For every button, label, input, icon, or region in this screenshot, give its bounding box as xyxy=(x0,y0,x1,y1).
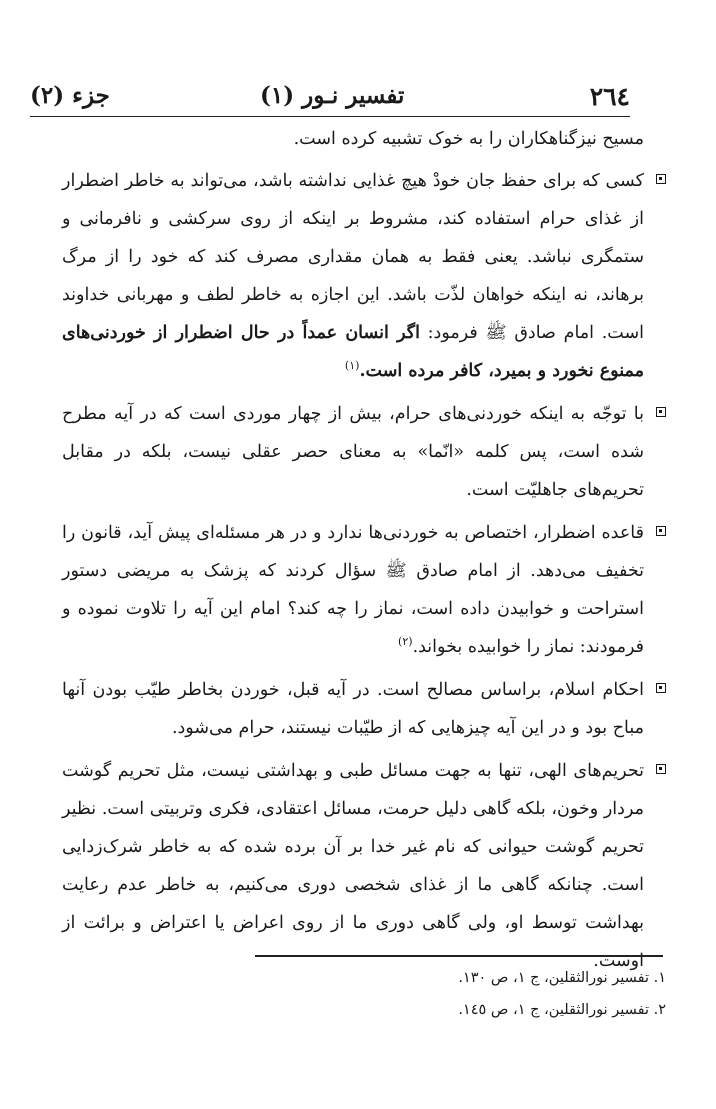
paragraph-5 xyxy=(62,752,666,980)
footnote-divider xyxy=(255,955,663,957)
page-header xyxy=(30,76,630,117)
paragraph-4 xyxy=(62,671,666,747)
paragraph-5-text: تحریم‌های الهی، تنها به جهت مسائل طبی و بهداشتی نیست، مثل تحریم گوشت مردار وخون، بلکه گاهی دلیل حرمت، مسائل اعتقادی، فکری وتربیتی است. نظیر تحریم گوشت حیوانی که نام غیر خدا بر آن برده شده که به خاطر شرک‌زدایی است. چنانکه گاهی ما از غذای شخصی دوری می‌کنیم، به خاطر عدم رعایت بهداشت توسط او، ولی گاهی دوری ما از روی اعراض یا اعتراض و برائت از اوست. xyxy=(62,761,644,971)
paragraph-1-text: کسی که برای حفظ جان خودْ هیچ غذایی نداشته باشد، می‌تواند به خاطر اضطرار از غذای حرام استفاده کند، مشروط بر اینکه از روی سرکشی و نافرمانی و ستمگری نباشد. یعنی فقط به همان مقداری مصرف کند که خود را از مرگ برهاند، نه اینکه خواهان لذّت باشد. این اجازه به خاطر لطف و مهربانی خداوند است. امام صادق ﷺ فرمود: xyxy=(62,171,644,343)
square-bullet-icon xyxy=(656,683,666,693)
paragraph-1 xyxy=(62,162,666,390)
footnote-2: ۲. تفسیر نورالثقلین، ج ۱، ص ۱٤٥. xyxy=(458,1002,666,1018)
square-bullet-icon xyxy=(656,764,666,774)
main-text xyxy=(62,120,666,985)
paragraph-4-text: احکام اسلام، براساس مصالح است. در آیه قبل، خوردن بخاطر طیّب بودن آنها مباح بود و در این آیه چیزهایی که از طیّبات نیستند، حرام می‌شود. xyxy=(62,680,644,738)
paragraph-1-quote: اگر انسان عمداً در حال اضطرار از خوردنی‌های ممنوع نخورد و بمیرد، کافر مرده است. xyxy=(62,323,644,381)
paragraph-2-text: با توجّه به اینکه خوردنی‌های حرام، بیش از چهار موردی است که در آیه مطرح شده است، پس کلمه «انّما» به معنای حصر عقلی نیست، بلکه در مقابل تحریم‌های جاهلیّت است. xyxy=(62,404,644,500)
footnote-ref-1: (۱) xyxy=(344,359,360,373)
square-bullet-icon xyxy=(656,174,666,184)
book-title: تفسیر نـور (۱) xyxy=(260,82,405,109)
footnotes xyxy=(62,962,666,1026)
square-bullet-icon xyxy=(656,407,666,417)
paragraph-3 xyxy=(62,514,666,666)
footnote-1: ۱. تفسیر نورالثقلین، ج ۱، ص ۱۳۰. xyxy=(458,970,666,986)
part-label: جزء (۲) xyxy=(30,82,110,109)
paragraph-3-text: قاعده اضطرار، اختصاص به خوردنی‌ها ندارد و در هر مسئله‌ای پیش آید، قانون را تخفیف می‌دهد. از امام صادق ﷺ سؤال کردند که پزشک به مریضی دستور استراحت و خوابیدن داده است، نماز را چه کند؟ امام این آیه را تلاوت نموده و فرمودند: نماز را خوابیده بخواند. xyxy=(62,523,644,657)
paragraph-2 xyxy=(62,395,666,509)
page-number: ۲٦٤ xyxy=(589,82,630,111)
square-bullet-icon xyxy=(656,526,666,536)
footnote-ref-2: (۲) xyxy=(398,635,413,649)
continuation-line: مسیح نیزگناهکاران را به خوک تشبیه کرده است. xyxy=(293,129,644,149)
